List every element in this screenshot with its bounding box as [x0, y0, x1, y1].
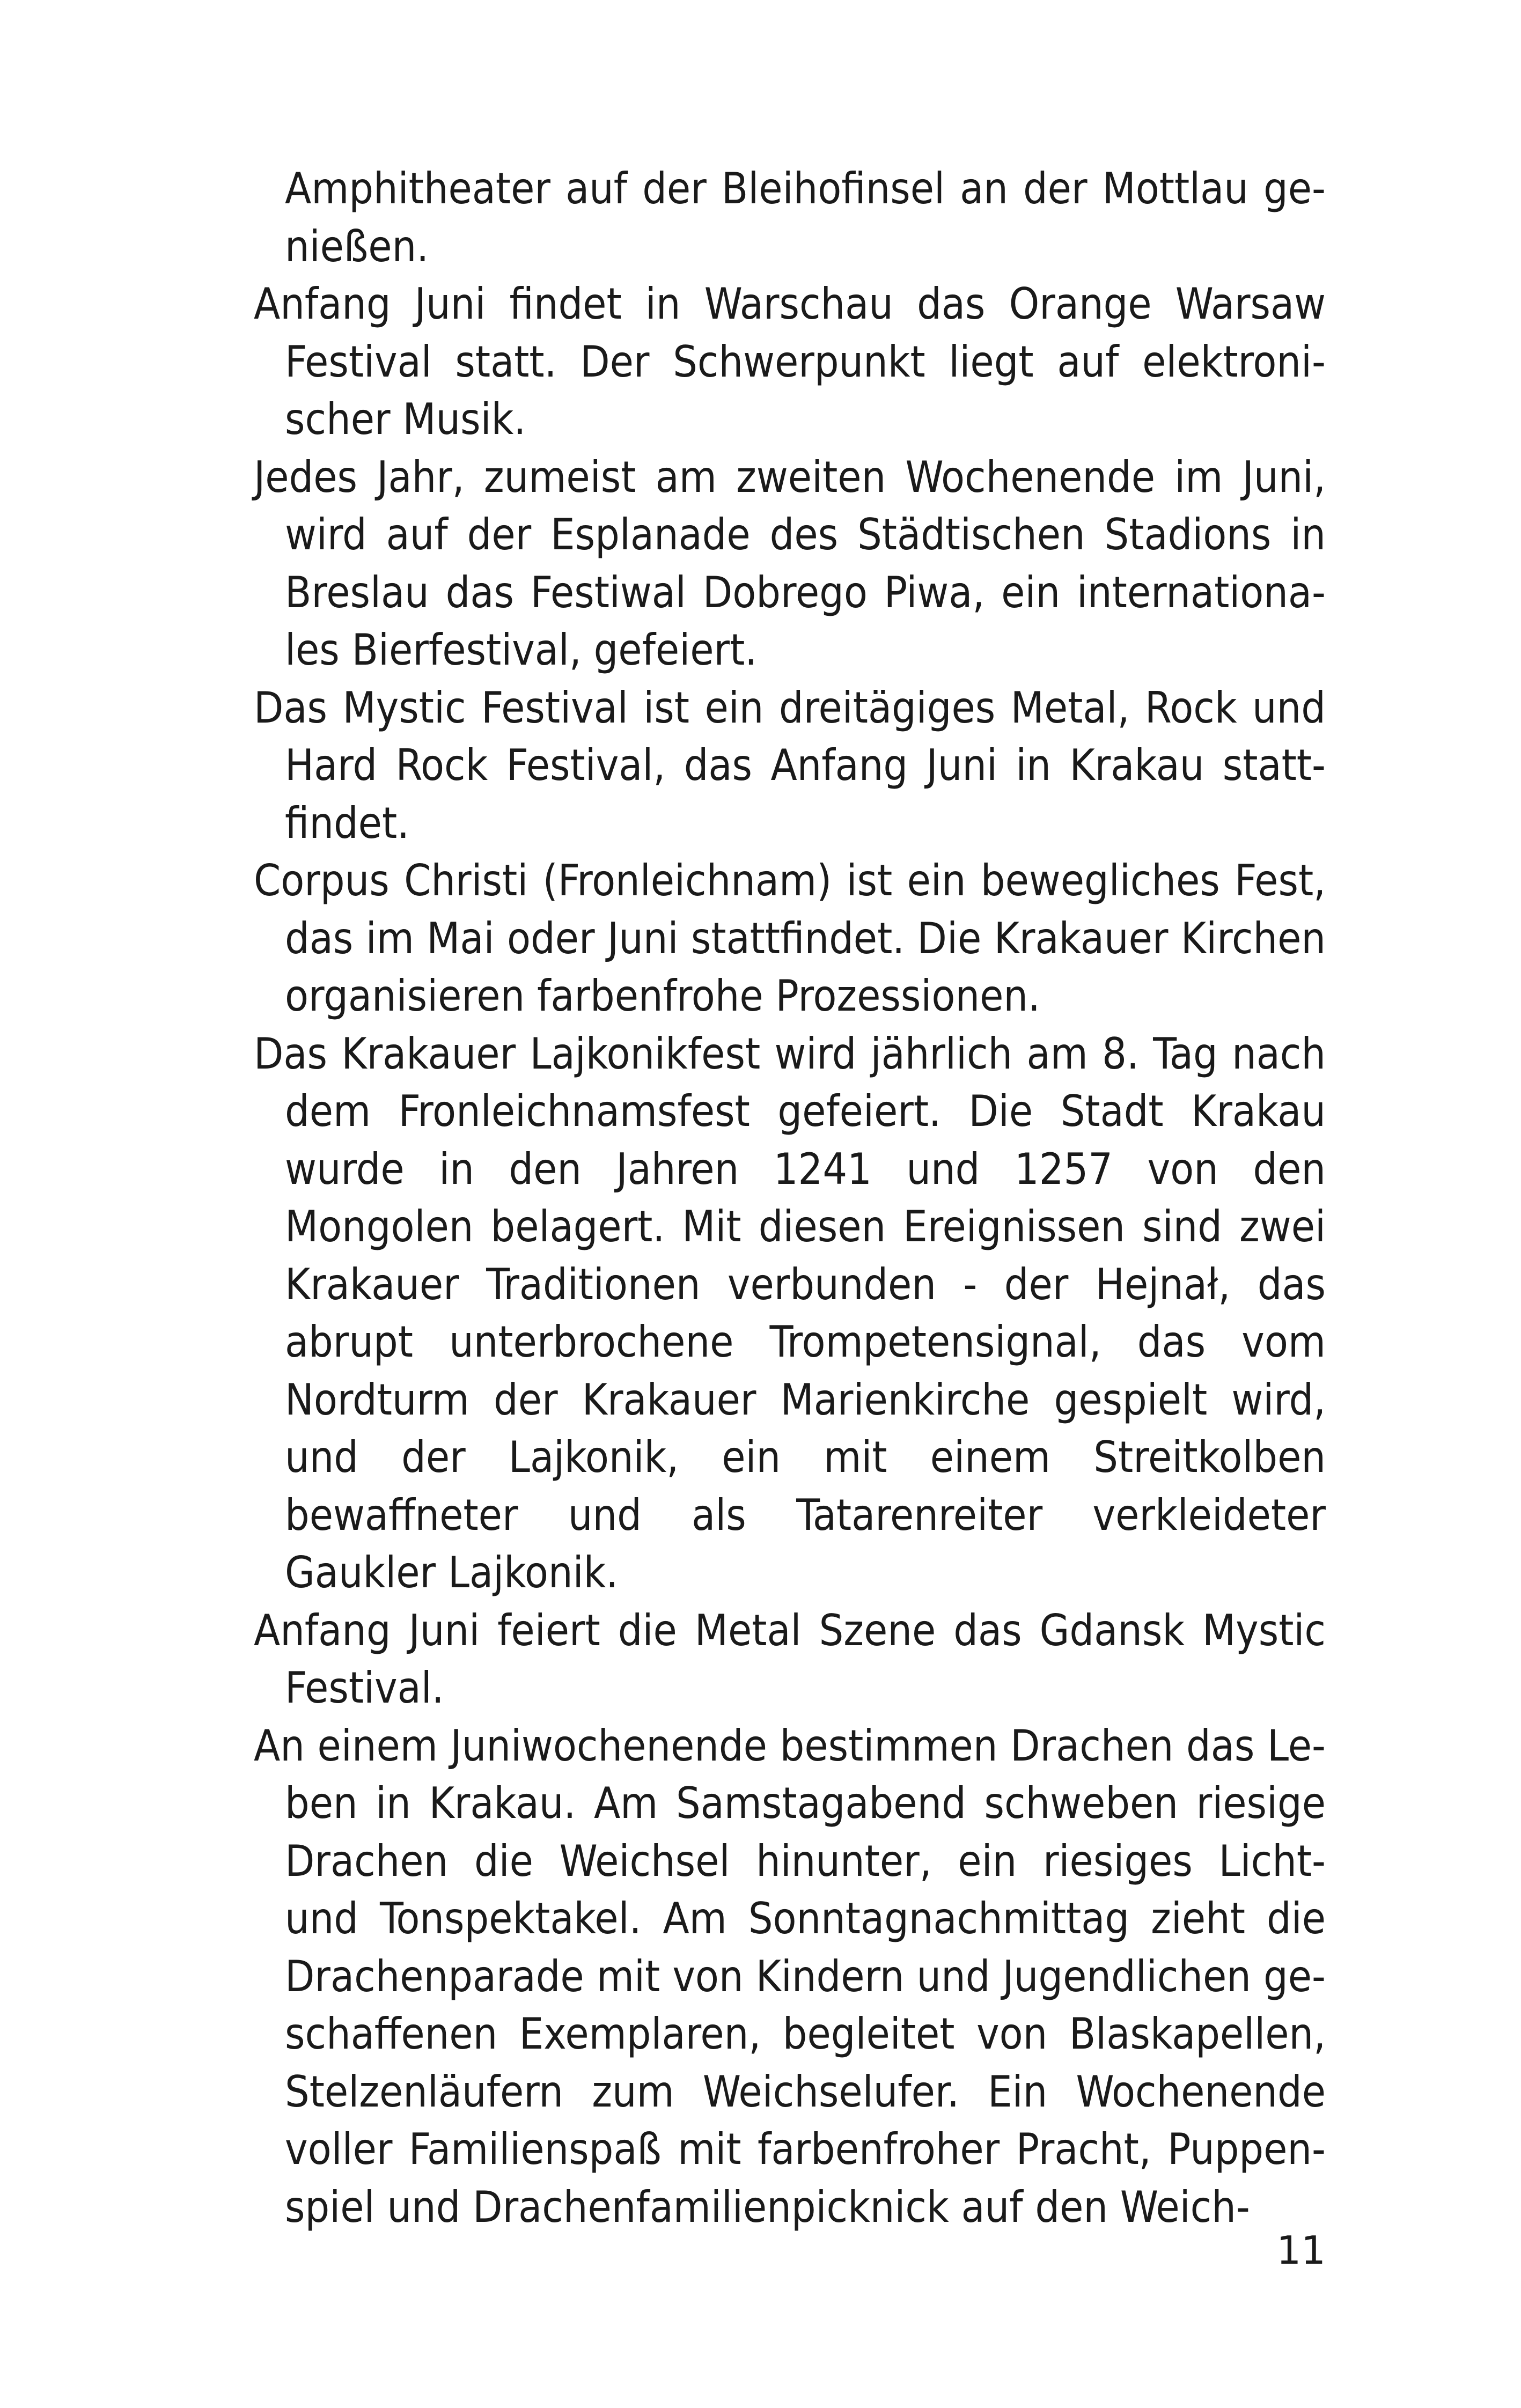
paragraph-amphitheater: Amphitheater auf der Bleihofinsel an der Mottlau genießen. — [285, 164, 1326, 271]
paragraph-lajkonikfest: Das Krakauer Lajkonikfest wird jährlich am 8. Tag nach dem Fronleichnamsfest gefeiert. Die Stadt Krakau wurde in den Jahren 1241 und 1257 von den Mongolen belagert. Mit diesen Ereignissen sind zwei Krakauer Traditionen verbunden - der Hejnał, das abrupt unterbrochene Trompetensignal, das vom Nordturm der Krakauer Marienkirche gespielt wird, und der Lajkonik, ein mit einem Streitkolben bewaffneter und als Tatarenreiter verkleideter Gaukler Lajkonik. — [254, 1028, 1326, 1597]
paragraph-orange-warsaw: Anfang Juni findet in Warschau das Orange Warsaw Festival statt. Der Schwerpunkt liegt auf elektronischer Musik. — [254, 279, 1326, 444]
paragraph-gdansk-mystic: Anfang Juni feiert die Metal Szene das Gdansk Mystic Festival. — [254, 1605, 1326, 1713]
page-number: 11 — [1276, 2228, 1326, 2273]
paragraph-drachen: An einem Juniwochenende bestimmen Drachen das Leben in Krakau. Am Samstagabend schweben riesige Drachen die Weichsel hinunter, ein riesiges Licht- und Tonspektakel. Am Sonntagnachmittag zieht die Drachenparade mit von Kindern und Jugendlichen geschaffenen Exemplaren, begleitet von Blaskapellen, Stelzenläufern zum Weichselufer. Ein Wochenende voller Familienspaß mit farbenfroher Pracht, Puppenspiel und Drachenfamilienpicknick auf den Weich- — [254, 1720, 1326, 2232]
paragraph-corpus-christi: Corpus Christi (Fronleichnam) ist ein bewegliches Fest, das im Mai oder Juni stattfindet. Die Krakauer Kirchen organisieren farbenfrohe Prozessionen. — [254, 856, 1326, 1021]
paragraph-mystic-festival: Das Mystic Festival ist ein dreitägiges Metal, Rock und Hard Rock Festival, das Anfang Juni in Krakau stattfindet. — [254, 682, 1326, 848]
paragraph-bierfestival: Jedes Jahr, zumeist am zweiten Wochenende im Juni, wird auf der Esplanade des Städtischen Stadions in Breslau das Festiwal Dobrego Piwa, ein internationales Bierfestival, gefeiert. — [254, 452, 1326, 675]
body-text — [254, 160, 1326, 2236]
